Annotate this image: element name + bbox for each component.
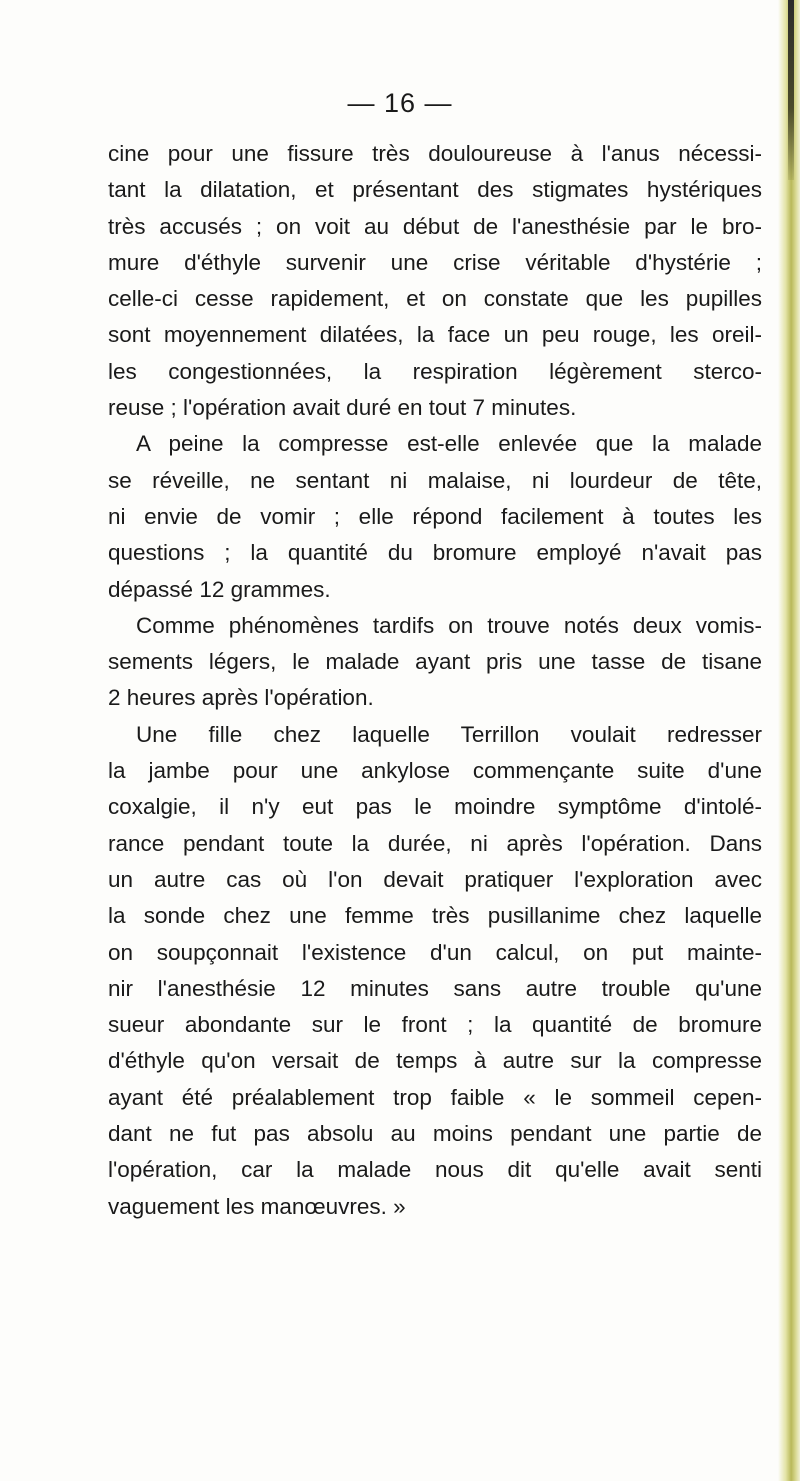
text-line: dépassé 12 grammes. (108, 576, 331, 602)
text-line: A peine la compresse est-elle enlevée que la malade (136, 431, 762, 457)
text-line: on soupçonnait l'existence d'un calcul, on put mainte- (108, 939, 762, 965)
text-line: sements légers, le malade ayant pris une tasse de tisane (108, 649, 762, 675)
text-line: un autre cas où l'on devait pratiquer l'exploration avec (108, 866, 762, 892)
text-line: mure d'éthyle survenir une crise véritable d'hystérie ; (108, 249, 762, 275)
text-line: l'opération, car la malade nous dit qu'elle avait senti (108, 1157, 762, 1183)
text-line: tant la dilatation, et présentant des stigmates hystériques (108, 177, 762, 203)
text-line: vaguement les manœuvres. » (108, 1193, 406, 1219)
text-line: très accusés ; on voit au début de l'anesthésie par le bro- (108, 213, 762, 239)
text-line: sont moyennement dilatées, la face un peu rouge, les oreil- (108, 322, 762, 348)
page-edge-shadow (778, 0, 800, 1481)
text-line: cine pour une fissure très douloureuse à l'anus nécessi- (108, 141, 762, 166)
text-line: les congestionnées, la respiration légèrement sterco- (108, 358, 762, 384)
text-line: la jambe pour une ankylose commençante suite d'une (108, 758, 762, 784)
text-line: questions ; la quantité du bromure employé n'avait pas (108, 540, 762, 566)
text-line: la sonde chez une femme très pusillanime chez laquelle (108, 903, 762, 929)
text-line: coxalgie, il n'y eut pas le moindre symptôme d'intolé- (108, 794, 762, 820)
text-line: Une fille chez laquelle Terrillon voulait redresser (136, 721, 762, 747)
text-line: celle-ci cesse rapidement, et on constate que les pupilles (108, 286, 762, 312)
text-line: ayant été préalablement trop faible « le sommeil cepen- (108, 1084, 762, 1110)
text-line: dant ne fut pas absolu au moins pendant une partie de (108, 1121, 762, 1147)
text-line: d'éthyle qu'on versait de temps à autre sur la compresse (108, 1048, 762, 1074)
text-line: nir l'anesthésie 12 minutes sans autre trouble qu'une (108, 975, 762, 1001)
text-line: Comme phénomènes tardifs on trouve notés deux vomis- (136, 612, 762, 638)
page-number: — 16 — (347, 88, 453, 118)
text-line: ni envie de vomir ; elle répond facilement à toutes les (108, 503, 762, 529)
text-line: 2 heures après l'opération. (108, 685, 374, 711)
text-line: rance pendant toute la durée, ni après l'opération. Dans (108, 830, 762, 856)
text-line: sueur abondante sur le front ; la quantité de bromure (108, 1012, 762, 1038)
text-line: se réveille, ne sentant ni malaise, ni lourdeur de tête, (108, 467, 762, 493)
text-line: reuse ; l'opération avait duré en tout 7 minutes. (108, 395, 577, 421)
body-text (108, 136, 762, 1225)
